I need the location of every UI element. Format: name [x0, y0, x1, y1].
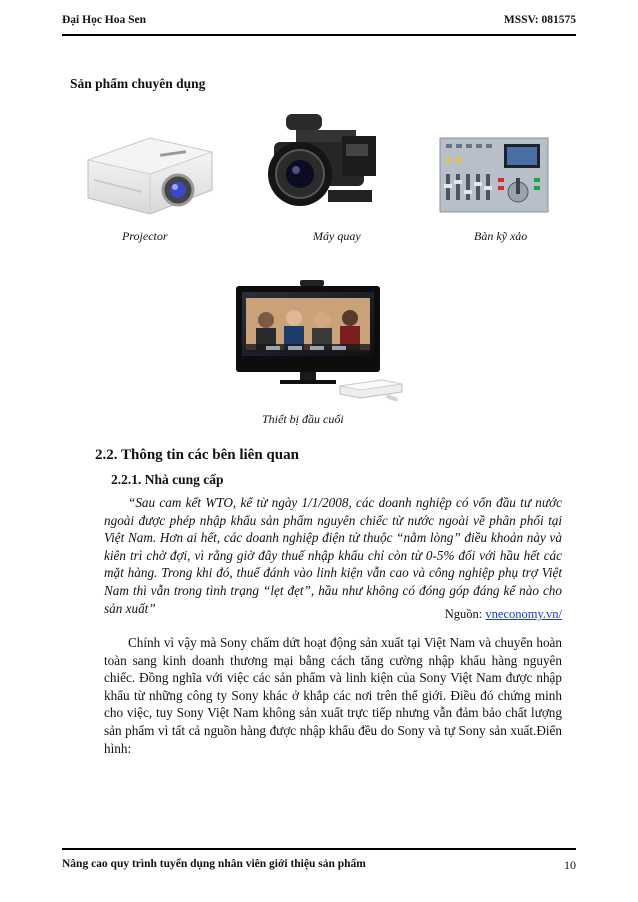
video-conference-terminal-icon [236, 280, 406, 406]
caption-mixer: Bàn kỹ xảo [474, 229, 528, 243]
caption-camera: Máy quay [313, 229, 361, 243]
page-number: 10 [564, 858, 576, 872]
video-camera-icon [256, 104, 384, 224]
header-school: Đại Học Hoa Sen [62, 14, 147, 26]
body-paragraph: Chính vì vậy mà Sony chấm dứt hoạt động sản xuất tại Việt Nam và chuyển hoàn toàn sang kinh doanh thương mại bằng cách tăng cường nhập khẩu hàng nguyên chiếc. Đồng nghĩa với việc các sản phẩm và linh kiện của Sony Việt Nam được nhập khẩu từ những công ty Sony khác ở khắp các nơi trên thế giới. Điều đó chứng minh cho việc, tuy Sony Việt Nam không sản xuất trực tiếp nhưng vẫn đảm bảo chất lượng sản phẩm vì tất cả nguồn hàng được nhập khẩu đều do Sony và tự Sony sản xuất.Điển hình: [104, 635, 562, 756]
source-link[interactable]: vneconomy.vn/ [485, 607, 562, 621]
source-label: Nguồn: [444, 607, 486, 621]
page-footer [62, 848, 576, 874]
footer-title: Nâng cao quy trình tuyển dụng nhân viên giới thiệu sản phẩm [62, 858, 366, 870]
heading-2: 2.2. Thông tin các bên liên quan [95, 447, 299, 463]
quote-block: “Sau cam kết WTO, kể từ ngày 1/1/2008, các doanh nghiệp có vốn đầu tư nước ngoài được phép nhập khẩu sản phẩm nguyên chiếc từ nước ngoài về phân phối tại Việt Nam. Hơn ai hết, các doanh nghiệp điện tử thuộc “nằm lòng” điều khoản này và kiên trì chờ đợi, vì rằng giờ đây thuế nhập khẩu chỉ còn từ 0-5% đối với hầu hết các mặt hàng. Trong khi đó, thuế đánh vào linh kiện vẫn cao và công nghiệp phụ trợ Việt Nam thì vẫn trong tình trạng “lẹt đẹt”, hầu như không có đóng góp đáng kể nào cho sản xuất” [104, 495, 562, 616]
projector-icon [80, 130, 218, 220]
heading-3: 2.2.1. Nhà cung cấp [111, 472, 224, 487]
header-student-id: MSSV: 081575 [503, 14, 576, 26]
page-header [62, 10, 576, 36]
source-line [445, 607, 562, 622]
caption-projector: Projector [122, 229, 168, 243]
caption-terminal: Thiết bị đầu cuối [262, 412, 344, 426]
video-mixer-icon [436, 134, 552, 218]
section-title: Sản phẩm chuyên dụng [70, 76, 206, 91]
